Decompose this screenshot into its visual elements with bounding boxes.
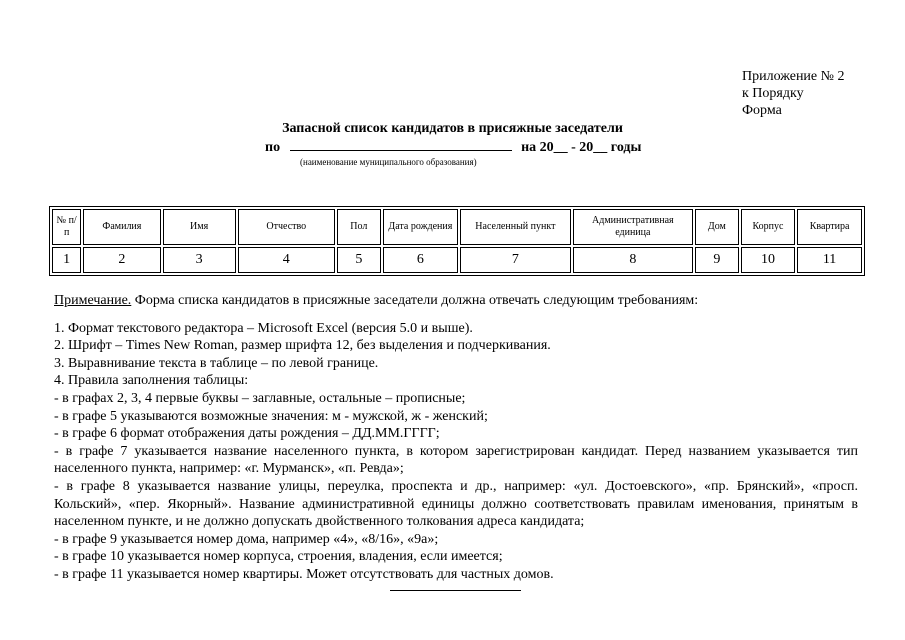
number-cell: 3 [163,247,236,273]
header-cell-patronymic: Отчество [238,209,335,245]
header-cell-surname: Фамилия [83,209,160,245]
number-cell: 7 [460,247,571,273]
number-cell: 6 [383,247,458,273]
note-item: 3. Выравнивание текста в таблице – по левой границе. [54,355,379,371]
note-item: - в графе 11 указывается номер квартиры. Может отсутствовать для частных домов. [54,566,554,582]
number-cell: 9 [695,247,739,273]
header-cell-sex: Пол [337,209,381,245]
note-item: - в графе 6 формат отображения даты рождения – ДД.ММ.ГГГГ; [54,426,440,442]
document-title: Запасной список кандидатов в присяжные заседатели [282,121,623,136]
municipality-blank-line [290,138,512,151]
header-cell-birthdate: Дата рождения [383,209,458,245]
subtitle-suffix: на 20__ - 20__ годы [521,140,642,155]
number-cell: 2 [83,247,160,273]
number-cell: 5 [337,247,381,273]
document-subtitle [265,138,641,156]
note-item: - в графе 5 указываются возможные значения: м - мужской, ж - женский; [54,408,488,424]
note-heading [54,292,858,310]
header-cell-number: № п/п [52,209,81,245]
municipality-caption: (наименование муниципального образования) [300,157,477,167]
header-cell-admin-unit: Административная единица [573,209,693,245]
note-item: - в графе 7 указывается название населенного пункта, в котором зарегистрирован кандидат. Перед названием указывается тип населенного пункта, например: «г. Мурманск», «п. Ревда»; [54,443,858,477]
note-item: 4. Правила заполнения таблицы: [54,373,249,389]
number-cell: 4 [238,247,335,273]
appendix-block [742,68,845,119]
notes-section [54,292,858,584]
header-cell-house: Дом [695,209,739,245]
header-cell-building: Корпус [741,209,795,245]
note-item: 1. Формат текстового редактора – Microsoft Excel (версия 5.0 и выше). [54,320,473,336]
header-cell-name: Имя [163,209,236,245]
candidates-table [49,206,865,276]
note-item: - в графе 9 указывается номер дома, например «4», «8/16», «9а»; [54,531,439,547]
number-cell: 11 [797,247,862,273]
note-intro: Форма списка кандидатов в присяжные заседатели должна отвечать следующим требованиям: [131,293,699,308]
number-cell: 1 [52,247,81,273]
header-cell-locality: Населенный пункт [460,209,571,245]
subtitle-prefix: по [265,140,281,155]
number-cell: 10 [741,247,795,273]
appendix-order: к Порядку [742,86,804,101]
number-cell: 8 [573,247,693,273]
note-item: 2. Шрифт – Times New Roman, размер шрифта 12, без выделения и подчеркивания. [54,338,551,354]
note-label: Примечание. [54,293,132,308]
table-header-row [52,209,862,245]
note-item: - в графе 10 указывается номер корпуса, строения, владения, если имеется; [54,549,503,565]
table-number-row [52,247,862,273]
appendix-number: Приложение № 2 [742,69,845,84]
note-item: - в графе 8 указывается название улицы, переулка, проспекта и др., например: «ул. Достоевского», «пр. Брянский», «просп. Кольский», «пер. Якорный». Название административной единицы должно соответствовать правилам именования, принятым в населенном пункте, и не должно допускать двойственного толкования адреса кандидата; [54,478,858,530]
closing-divider [390,590,521,591]
header-cell-apartment: Квартира [797,209,862,245]
note-item: - в графах 2, 3, 4 первые буквы – заглавные, остальные – прописные; [54,390,466,406]
appendix-form: Форма [742,103,782,118]
